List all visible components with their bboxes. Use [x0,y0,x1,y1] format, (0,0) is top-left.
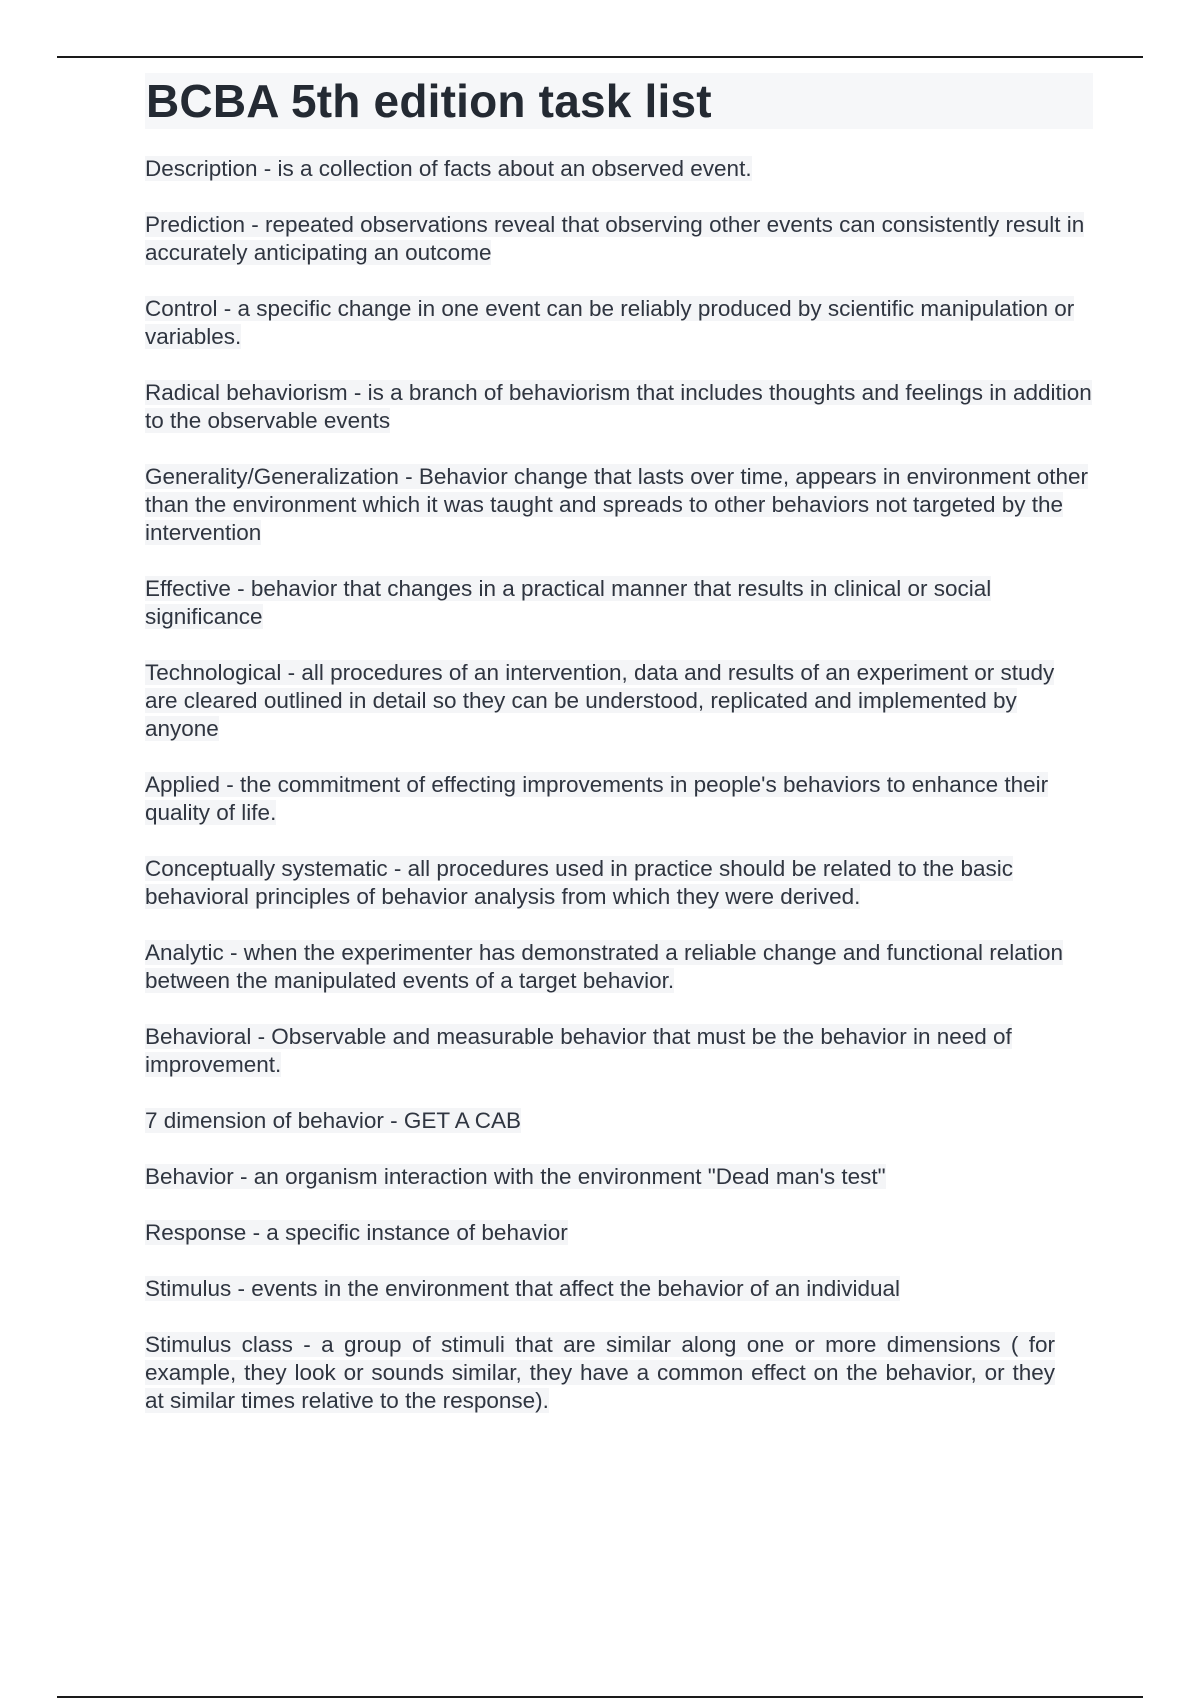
definition-generality: Generality/Generalization - Behavior change that lasts over time, appears in environment other than the environment which it was taught and spreads to other behaviors not targeted by the intervention [145,464,1089,545]
definition-effective: Effective - behavior that changes in a practical manner that results in clinical or social significance [145,576,992,629]
definition-description: Description - is a collection of facts about an observed event. [145,156,752,181]
definition-analytic: Analytic - when the experimenter has demonstrated a reliable change and functional relation between the manipulated events of a target behavior. [145,940,1064,993]
definition-conceptually-systematic: Conceptually systematic - all procedures used in practice should be related to the basic behavioral principles of behavior analysis from which they were derived. [145,856,1013,909]
definition-prediction: Prediction - repeated observations reveal that observing other events can consistently result in accurately anticipating an outcome [145,212,1085,265]
definition-behavioral: Behavioral - Observable and measurable behavior that must be the behavior in need of improvement. [145,1024,1012,1077]
definition-list [145,155,1093,1415]
definition-technological: Technological - all procedures of an intervention, data and results of an experiment or study are cleared outlined in detail so they can be understood, replicated and implemented by anyone [145,660,1055,741]
definition-behavior: Behavior - an organism interaction with the environment "Dead man's test" [145,1164,886,1189]
definition-applied: Applied - the commitment of effecting improvements in people's behaviors to enhance their quality of life. [145,772,1049,825]
document-body [145,73,1093,1443]
definition-control: Control - a specific change in one event can be reliably produced by scientific manipulation or variables. [145,296,1075,349]
definition-stimulus: Stimulus - events in the environment that affect the behavior of an individual [145,1276,901,1301]
document-title: BCBA 5th edition task list [145,73,1093,129]
definition-response: Response - a specific instance of behavior [145,1220,568,1245]
bottom-rule [57,1696,1143,1698]
definition-radical-behaviorism: Radical behaviorism - is a branch of behaviorism that includes thoughts and feelings in addition to the observable events [145,380,1092,433]
definition-seven-dimensions: 7 dimension of behavior - GET A CAB [145,1108,522,1133]
top-rule [57,56,1143,58]
definition-stimulus-class: Stimulus class - a group of stimuli that are similar along one or more dimensions ( for example, they look or sounds similar, they have a common effect on the behavior, or they at similar times relative to the response). [145,1332,1055,1413]
